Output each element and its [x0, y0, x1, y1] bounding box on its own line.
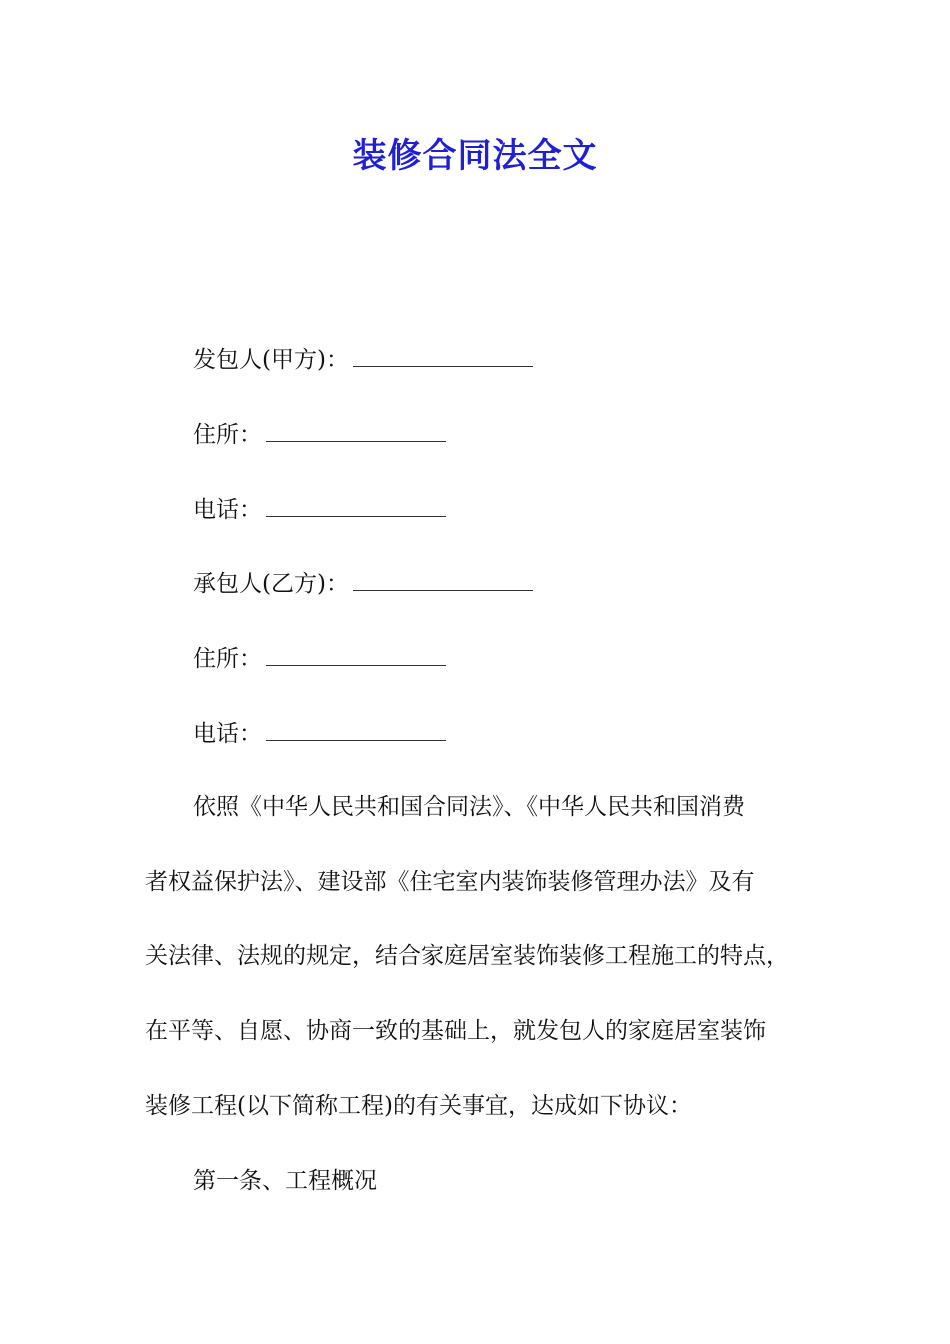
- field-label: 承包人(乙方)：: [193, 571, 349, 597]
- section-heading: 第一条、工程概况: [193, 1168, 377, 1194]
- document-title: 装修合同法全文: [352, 136, 598, 176]
- field-address-b: [193, 643, 446, 674]
- field-phone-a: [193, 494, 446, 525]
- field-label: 电话：: [193, 497, 262, 523]
- field-phone-b: [193, 718, 446, 749]
- blank-underline: [266, 419, 446, 442]
- paragraph-line: 关法律、法规的规定，结合家庭居室装饰装修工程施工的特点，: [145, 943, 789, 969]
- paragraph-line: 依照《中华人民共和国合同法》、《中华人民共和国消费: [193, 794, 745, 820]
- field-party-b: [193, 568, 533, 599]
- field-party-a: [193, 344, 533, 375]
- field-label: 电话：: [193, 721, 262, 747]
- paragraph-line: 者权益保护法》、建设部《住宅室内装饰装修管理办法》及有: [145, 869, 755, 895]
- field-address-a: [193, 419, 446, 450]
- field-label: 住所：: [193, 646, 262, 672]
- blank-underline: [353, 344, 533, 367]
- field-label: 住所：: [193, 422, 262, 448]
- blank-underline: [266, 494, 446, 517]
- blank-underline: [353, 568, 533, 591]
- field-label: 发包人(甲方)：: [193, 347, 349, 373]
- paragraph-line: 在平等、自愿、协商一致的基础上，就发包人的家庭居室装饰: [145, 1018, 766, 1044]
- paragraph-line: 装修工程(以下简称工程)的有关事宜，达成如下协议：: [145, 1093, 692, 1119]
- blank-underline: [266, 643, 446, 666]
- blank-underline: [266, 718, 446, 741]
